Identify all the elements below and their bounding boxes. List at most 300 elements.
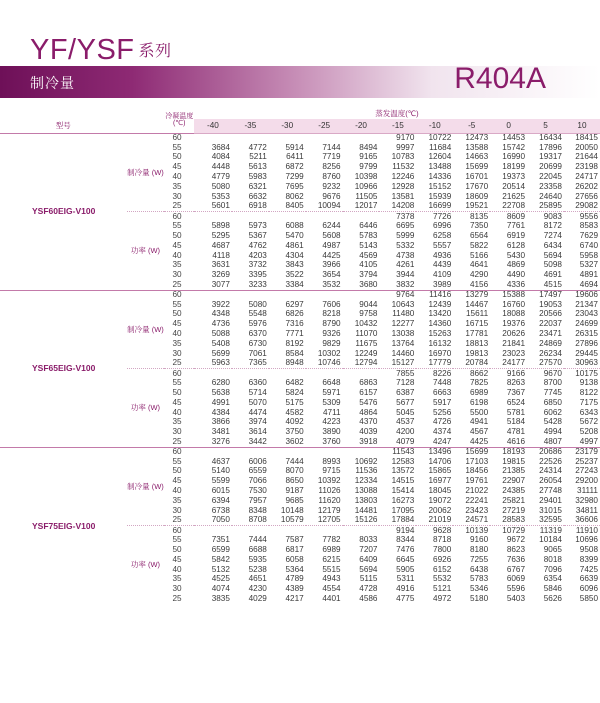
value-cell: 6354 xyxy=(543,574,562,584)
value-cell: 4389 xyxy=(285,584,304,594)
value-cell: 6096 xyxy=(579,584,598,594)
value-cell: 7128 xyxy=(396,378,415,388)
value-cell: 10966 xyxy=(354,182,378,191)
value-cell: 5115 xyxy=(359,574,378,584)
value-cell: 6152 xyxy=(433,564,452,574)
value-cell: 12794 xyxy=(354,358,378,368)
value-cell: 12928 xyxy=(391,182,415,191)
value-cell: 9083 xyxy=(527,212,564,222)
value-cell: 5935 xyxy=(248,554,267,564)
value-cell: 4616 xyxy=(506,437,526,446)
value-cell: 7207 xyxy=(359,545,378,554)
power-label: 功率 (W) xyxy=(127,369,165,448)
value-cell xyxy=(343,212,380,222)
value-cell: 3843 xyxy=(285,260,304,270)
value-cell: 9326 xyxy=(322,329,341,339)
value-cell: 5211 xyxy=(249,152,267,162)
table-row xyxy=(0,447,600,457)
value-cell: 21644 xyxy=(575,152,598,162)
value-cell: 5143 xyxy=(359,240,378,250)
value-cell: 6446 xyxy=(359,221,378,231)
value-cell: 4691 xyxy=(543,270,562,280)
value-cell: 10746 xyxy=(317,358,341,368)
value-cell: 5080 xyxy=(248,299,267,309)
value-cell: 4203 xyxy=(248,250,267,260)
value-cell: 22241 xyxy=(465,496,489,505)
value-cell: 5088 xyxy=(211,329,230,339)
condensing-temp-cell: 55 xyxy=(172,378,182,388)
value-cell: 24314 xyxy=(539,466,562,476)
value-cell: 27748 xyxy=(539,486,562,496)
value-cell: 6198 xyxy=(469,397,489,407)
value-cell: 4772 xyxy=(248,142,267,152)
value-cell xyxy=(306,447,343,457)
value-cell: 7066 xyxy=(248,476,267,486)
condensing-temp-cell: 45 xyxy=(172,554,182,564)
value-cell: 9160 xyxy=(469,535,489,545)
value-cell: 20566 xyxy=(539,309,562,319)
value-cell: 5596 xyxy=(506,584,526,594)
capacity-label: 制冷量 (W) xyxy=(127,481,164,491)
value-cell: 10696 xyxy=(575,535,598,545)
value-cell: 5166 xyxy=(469,250,489,260)
value-cell: 4304 xyxy=(285,250,304,260)
value-cell: 5694 xyxy=(543,250,562,260)
value-cell: 22037 xyxy=(539,319,562,329)
value-cell: 3922 xyxy=(211,299,230,309)
condensing-temp-cell: 50 xyxy=(172,309,182,319)
value-cell xyxy=(269,447,306,457)
value-cell: 12583 xyxy=(391,456,415,466)
value-cell: 7476 xyxy=(396,545,415,554)
value-cell: 4781 xyxy=(506,427,526,437)
value-cell xyxy=(269,212,306,222)
value-cell: 8344 xyxy=(396,535,415,545)
value-cell: 4987 xyxy=(322,240,341,250)
value-cell: 17103 xyxy=(465,456,489,466)
value-cell xyxy=(232,290,269,300)
value-cell: 8070 xyxy=(285,466,304,476)
value-cell xyxy=(232,526,269,536)
value-cell xyxy=(343,369,380,379)
section-label: 制冷量 xyxy=(30,75,75,91)
condensing-temp-cell: 55 xyxy=(172,456,182,466)
value-cell: 7444 xyxy=(248,535,267,545)
value-cell xyxy=(269,290,306,300)
value-cell: 13279 xyxy=(465,290,489,300)
value-cell: 13420 xyxy=(428,309,452,319)
value-cell: 5470 xyxy=(285,231,304,240)
value-cell: 5430 xyxy=(506,250,526,260)
value-cell: 7726 xyxy=(416,212,453,222)
value-cell: 3654 xyxy=(322,270,341,280)
value-cell: 6524 xyxy=(506,397,526,407)
value-cell: 23023 xyxy=(502,348,526,358)
value-cell: 9764 xyxy=(396,290,415,300)
value-cell: 4079 xyxy=(396,437,415,446)
value-cell xyxy=(269,526,306,536)
value-cell: 5309 xyxy=(322,397,341,407)
value-cell: 24869 xyxy=(539,339,562,348)
value-cell: 6645 xyxy=(396,554,415,564)
condensing-temp-cell: 45 xyxy=(172,240,182,250)
value-cell: 6128 xyxy=(506,240,526,250)
value-cell: 3614 xyxy=(248,427,267,437)
value-cell: 3522 xyxy=(285,270,304,280)
condensing-temp-cell: 45 xyxy=(172,162,182,172)
value-cell: 4738 xyxy=(396,250,415,260)
value-cell: 4370 xyxy=(359,417,378,427)
value-cell: 3794 xyxy=(359,270,378,280)
value-cell: 4223 xyxy=(322,417,341,427)
evap-temp-header: -40 xyxy=(194,119,232,133)
value-cell: 5353 xyxy=(211,191,230,201)
value-cell: 7636 xyxy=(506,554,526,564)
value-cell: 6434 xyxy=(543,240,562,250)
value-cell: 25895 xyxy=(539,201,562,211)
condensing-temp-cell: 40 xyxy=(172,172,182,182)
value-cell: 4997 xyxy=(579,437,598,446)
value-cell: 24385 xyxy=(502,486,526,496)
value-cell: 9138 xyxy=(579,378,598,388)
value-cell xyxy=(269,133,306,143)
value-cell: 4515 xyxy=(543,280,562,289)
value-cell: 5175 xyxy=(285,397,304,407)
value-cell: 7425 xyxy=(579,564,598,574)
value-cell: 5140 xyxy=(211,466,230,476)
value-cell: 3966 xyxy=(322,260,341,270)
value-cell xyxy=(343,526,380,536)
value-cell: 27219 xyxy=(502,505,526,515)
value-cell: 4789 xyxy=(285,574,304,584)
value-cell: 3481 xyxy=(211,427,230,437)
value-cell: 7761 xyxy=(506,221,526,231)
value-cell: 5311 xyxy=(396,574,415,584)
value-cell: 4448 xyxy=(211,162,230,172)
value-cell: 13588 xyxy=(465,142,489,152)
value-cell: 7274 xyxy=(543,231,562,240)
value-cell: 16970 xyxy=(428,348,452,358)
value-cell: 3974 xyxy=(248,417,267,427)
value-cell: 3832 xyxy=(396,280,415,289)
condensing-temp-cell: 55 xyxy=(172,221,182,231)
value-cell: 31015 xyxy=(539,505,562,515)
value-cell: 6639 xyxy=(579,574,598,584)
value-cell: 9187 xyxy=(285,486,304,496)
value-cell: 15611 xyxy=(465,309,489,319)
value-cell: 7316 xyxy=(285,319,304,329)
value-cell: 4348 xyxy=(211,309,230,319)
value-cell: 8122 xyxy=(579,388,598,397)
value-cell: 9065 xyxy=(543,545,562,554)
value-cell: 4694 xyxy=(579,280,598,289)
value-cell: 21022 xyxy=(465,486,489,496)
value-cell: 16701 xyxy=(465,172,489,182)
value-cell: 3532 xyxy=(322,280,341,289)
value-cell: 17497 xyxy=(539,290,562,300)
value-cell: 16977 xyxy=(428,476,452,486)
condensing-temp-cell: 45 xyxy=(172,397,182,407)
value-cell: 6321 xyxy=(248,182,267,191)
value-cell: 16715 xyxy=(465,319,489,329)
value-cell: 17779 xyxy=(428,358,452,368)
value-cell: 22045 xyxy=(539,172,562,182)
value-cell: 19376 xyxy=(502,319,526,329)
value-cell: 15699 xyxy=(465,162,489,172)
value-cell: 3835 xyxy=(211,594,230,603)
value-cell: 7096 xyxy=(543,564,562,574)
value-cell: 7825 xyxy=(469,378,489,388)
value-cell: 4972 xyxy=(433,594,452,603)
evap-temp-header: -35 xyxy=(232,119,269,133)
value-cell: 4230 xyxy=(248,584,267,594)
value-cell: 4869 xyxy=(506,260,526,270)
value-cell xyxy=(194,447,232,457)
value-cell: 6817 xyxy=(285,545,304,554)
value-cell: 27243 xyxy=(575,466,598,476)
value-cell: 8760 xyxy=(322,172,341,182)
value-cell: 19813 xyxy=(465,348,489,358)
value-cell: 7175 xyxy=(579,397,598,407)
value-cell: 21347 xyxy=(575,299,598,309)
value-cell: 24571 xyxy=(465,515,489,525)
value-cell: 5699 xyxy=(211,348,230,358)
value-cell xyxy=(343,290,380,300)
value-cell: 6648 xyxy=(322,378,341,388)
value-cell: 17884 xyxy=(391,515,415,525)
performance-table-wrap xyxy=(0,108,600,604)
value-cell: 6663 xyxy=(433,388,452,397)
value-cell: 4916 xyxy=(396,584,415,594)
value-cell: 12277 xyxy=(391,319,415,329)
condensing-temp-cell: 50 xyxy=(172,231,182,240)
condensing-temp-cell: 25 xyxy=(172,515,182,525)
value-cell: 14515 xyxy=(391,476,415,486)
value-cell: 3732 xyxy=(248,260,267,270)
value-cell: 5608 xyxy=(322,231,341,240)
evap-temp-header: -5 xyxy=(453,119,490,133)
value-cell: 5408 xyxy=(211,339,230,348)
value-cell: 7061 xyxy=(248,348,267,358)
value-cell: 20062 xyxy=(428,505,452,515)
value-cell: 5842 xyxy=(211,554,230,564)
evap-temp-header: 0 xyxy=(490,119,527,133)
value-cell: 11532 xyxy=(392,162,415,172)
value-cell: 19373 xyxy=(502,172,526,182)
value-cell: 14360 xyxy=(428,319,452,329)
value-cell xyxy=(232,369,269,379)
value-cell: 19815 xyxy=(502,456,526,466)
value-cell: 6411 xyxy=(286,152,304,162)
value-cell: 4711 xyxy=(322,407,341,417)
value-cell: 12017 xyxy=(354,201,378,211)
condensing-temp-cell: 40 xyxy=(172,407,182,417)
value-cell: 4687 xyxy=(211,240,230,250)
model-name: YSF60EIG-V100 xyxy=(32,206,96,217)
value-cell: 4994 xyxy=(543,427,562,437)
value-cell: 4084 xyxy=(211,152,230,162)
value-cell: 5256 xyxy=(433,407,452,417)
value-cell: 9232 xyxy=(322,182,341,191)
value-cell: 14663 xyxy=(465,152,489,162)
value-cell: 7745 xyxy=(543,388,562,397)
value-cell: 5822 xyxy=(469,240,489,250)
value-cell: 20699 xyxy=(539,162,562,172)
value-cell: 19521 xyxy=(465,201,489,211)
value-cell: 11620 xyxy=(318,496,341,505)
value-cell xyxy=(194,212,232,222)
value-cell: 5781 xyxy=(506,407,526,417)
value-cell: 12705 xyxy=(317,515,341,525)
condensing-temp-cell: 50 xyxy=(172,466,182,476)
value-cell: 9670 xyxy=(527,369,564,379)
value-cell: 7719 xyxy=(322,152,341,162)
value-cell: 7800 xyxy=(433,545,452,554)
value-cell: 14467 xyxy=(465,299,489,309)
condensing-temp-header: 冷凝温度 (℃) xyxy=(165,112,194,128)
value-cell: 17670 xyxy=(465,182,489,191)
value-cell: 6280 xyxy=(211,378,230,388)
value-cell xyxy=(194,369,232,379)
power-label: 功率 (W) xyxy=(127,212,165,291)
value-cell: 7855 xyxy=(379,369,416,379)
condensing-temp-cell: 50 xyxy=(172,545,182,554)
value-cell: 14460 xyxy=(391,348,415,358)
value-cell: 3602 xyxy=(285,437,304,446)
value-cell: 6564 xyxy=(469,231,489,240)
value-cell: 10643 xyxy=(391,299,415,309)
value-cell: 15388 xyxy=(502,290,526,300)
value-cell: 11416 xyxy=(429,290,452,300)
condensing-temp-cell: 30 xyxy=(172,584,182,594)
value-cell: 16699 xyxy=(428,201,452,211)
value-cell xyxy=(306,290,343,300)
value-cell: 5613 xyxy=(248,162,267,172)
value-cell: 15263 xyxy=(428,329,452,339)
value-cell xyxy=(343,133,380,143)
value-cell: 10139 xyxy=(453,526,490,536)
value-cell: 24699 xyxy=(575,319,598,329)
condensing-temp-cell: 40 xyxy=(172,564,182,574)
value-cell: 11026 xyxy=(318,486,341,496)
value-cell: 4474 xyxy=(248,407,267,417)
value-cell: 6850 xyxy=(543,397,562,407)
value-cell: 20626 xyxy=(502,329,526,339)
value-cell: 3866 xyxy=(211,417,230,427)
value-cell: 4537 xyxy=(396,417,415,427)
condensing-temp-cell: 30 xyxy=(172,348,182,358)
value-cell: 6695 xyxy=(396,221,415,231)
value-cell: 3395 xyxy=(248,270,267,280)
value-cell: 14336 xyxy=(428,172,452,182)
value-cell: 11675 xyxy=(355,339,378,348)
value-cell: 4736 xyxy=(211,319,230,329)
value-cell: 7050 xyxy=(211,515,230,525)
value-cell: 10783 xyxy=(391,152,415,162)
value-cell: 4779 xyxy=(211,172,230,182)
value-cell: 3233 xyxy=(248,280,267,289)
value-cell xyxy=(194,133,232,143)
value-cell: 17781 xyxy=(465,329,489,339)
value-cell: 10722 xyxy=(428,133,452,143)
condensing-temp-cell: 60 xyxy=(172,447,182,457)
value-cell: 3918 xyxy=(359,437,378,446)
value-cell: 34811 xyxy=(575,505,598,515)
value-cell: 23471 xyxy=(539,329,562,339)
value-cell: 16132 xyxy=(428,339,452,348)
value-cell: 11543 xyxy=(392,447,415,457)
value-cell: 3442 xyxy=(248,437,267,446)
value-cell: 11505 xyxy=(355,191,378,201)
value-cell: 9715 xyxy=(322,466,341,476)
capacity-label: 制冷量 (W) xyxy=(127,324,164,334)
condensing-temp-cell: 60 xyxy=(164,526,194,536)
value-cell: 4118 xyxy=(212,250,230,260)
value-cell: 4651 xyxy=(248,574,267,584)
value-cell: 5515 xyxy=(322,564,341,574)
value-cell: 6872 xyxy=(285,162,304,172)
value-cell: 4290 xyxy=(469,270,489,280)
value-cell: 5714 xyxy=(248,388,267,397)
value-cell: 4941 xyxy=(469,417,489,427)
value-cell: 6387 xyxy=(396,388,415,397)
value-cell: 8583 xyxy=(579,221,598,231)
value-cell: 9799 xyxy=(359,162,378,172)
value-cell: 4891 xyxy=(579,270,598,280)
value-cell: 8405 xyxy=(285,201,304,211)
value-cell: 8348 xyxy=(248,505,267,515)
value-cell: 5180 xyxy=(469,594,489,603)
model-name: YSF65EIG-V100 xyxy=(32,363,96,374)
value-cell: 5599 xyxy=(211,476,230,486)
value-cell: 6244 xyxy=(322,221,341,231)
value-cell: 25237 xyxy=(575,456,598,466)
value-cell: 15127 xyxy=(391,358,415,368)
value-cell: 5238 xyxy=(248,564,267,574)
brand-name: YF/YSF xyxy=(30,34,135,66)
value-cell: 23423 xyxy=(465,505,489,515)
value-cell: 5332 xyxy=(396,240,415,250)
condensing-temp-cell: 30 xyxy=(172,505,182,515)
value-cell: 9556 xyxy=(564,212,600,222)
value-cell: 5905 xyxy=(396,564,415,574)
value-cell: 5428 xyxy=(543,417,562,427)
value-cell: 5295 xyxy=(211,231,230,240)
value-cell: 5045 xyxy=(396,407,415,417)
value-cell: 4586 xyxy=(359,594,378,603)
value-cell: 3684 xyxy=(211,142,230,152)
condensing-temp-cell: 45 xyxy=(172,476,182,486)
value-cell: 20686 xyxy=(539,447,562,457)
value-cell: 8662 xyxy=(453,369,490,379)
value-cell: 27896 xyxy=(575,339,598,348)
value-cell: 19053 xyxy=(539,299,562,309)
value-cell: 6688 xyxy=(248,545,267,554)
evaporating-temp-header: 蒸发温度(℃) xyxy=(375,108,419,118)
value-cell: 24717 xyxy=(575,172,598,182)
value-cell: 5403 xyxy=(506,594,526,603)
value-cell: 12334 xyxy=(354,476,378,486)
value-cell: 5327 xyxy=(579,260,598,270)
value-cell: 6926 xyxy=(433,554,452,564)
value-cell: 29445 xyxy=(575,348,598,358)
refrigerant-label: R404A xyxy=(454,62,546,95)
value-cell: 6215 xyxy=(322,554,341,564)
value-cell: 6006 xyxy=(248,456,267,466)
value-cell: 18813 xyxy=(465,339,489,348)
condensing-temp-cell: 30 xyxy=(172,270,182,280)
value-cell: 4728 xyxy=(359,584,378,594)
